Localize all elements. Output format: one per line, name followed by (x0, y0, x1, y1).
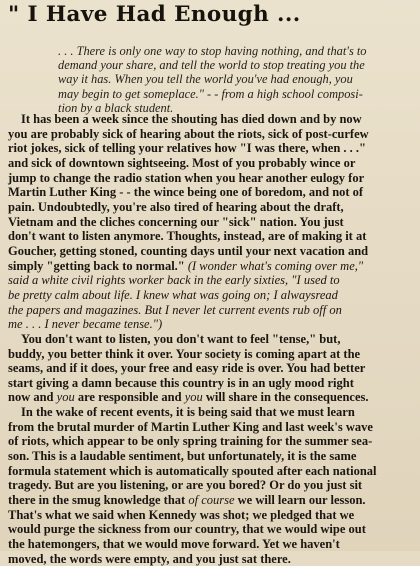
body-line: It has been a week since the shouting has died down and by now (21, 112, 362, 126)
body-line: me . . . I never became tense.") (8, 317, 163, 332)
body-line: Goucher, getting stoned, counting days until your next vacation and (8, 243, 369, 258)
body-line: be pretty calm about life. I knew what was going on; I alwaysread (8, 287, 338, 302)
body-line: tragedy. But are you listening, or are you bored? Or do you just sit (8, 478, 363, 493)
lead-line: way it has. When you tell the world you've had enough, you (58, 72, 353, 87)
body-line: pain. Undoubtedly, you're also tired of hearing about the draft, (8, 199, 344, 214)
headline: " I Have Had Enough ... (8, 2, 301, 27)
body-line: In the wake of recent events, it is being said that we must learn (21, 405, 355, 420)
body-line (8, 259, 416, 274)
body-text: are responsible and (77, 390, 182, 405)
body-line: son. This is a laudable sentiment, but unfortunately, it is the same (8, 449, 357, 464)
article-body (8, 112, 416, 566)
body-text: will share in the consequences. (205, 390, 369, 405)
body-line: from the brutal murder of Martin Luther King and last week's wave (8, 419, 373, 434)
body-line: buddy, you better think it over. Your society is coming apart at the (8, 346, 361, 361)
italic-aside: (I wonder what's coming over me," (187, 258, 364, 273)
body-line: Martin Luther King - - the wince being one of boredom, and not of (8, 185, 364, 200)
emphasis: you (56, 390, 75, 405)
lead-line: demand your share, and tell the world to stop treating you the (58, 58, 365, 73)
body-line: the papers and magazines. But I never let current events rub off on (8, 302, 342, 317)
body-text: we will learn our lesson. (237, 493, 366, 508)
body-line: start giving a damn because this country is in an ugly mood right (8, 375, 354, 390)
lead-line: tion by a black student. (58, 100, 174, 115)
body-line: would purge the sickness from our country, that we would wipe out (8, 522, 366, 537)
body-line: said a white civil rights worker back in the early sixties, "I used to (8, 273, 340, 288)
body-line: That's what we said when Kennedy was shot; we pledged that we (8, 507, 355, 522)
body-line: you are probably sick of hearing about the riots, sick of post-curfew (8, 126, 369, 141)
body-line: jump to change the radio station when you hear another eulogy for (8, 170, 365, 185)
body-line: of riots, which appear to be only spring training for the summer sea- (8, 434, 373, 449)
lead-line: . . . There is only one way to stop having nothing, and that's to (58, 44, 367, 58)
lead-line: may begin to get someplace." - - from a high school composi- (58, 86, 363, 101)
body-text: simply "getting back to normal." (8, 258, 185, 273)
body-line: the hatemongers, that we would move forward. Yet we haven't (8, 537, 340, 552)
emphasis: of course (188, 493, 235, 508)
body-line: don't want to listen anymore. Thoughts, instead, are of making it at (8, 229, 367, 244)
lead-quote (58, 44, 414, 115)
emphasis: you (184, 390, 203, 405)
body-line: formula statement which is automatically spouted after each national (8, 463, 377, 478)
body-line: riot jokes, sick of telling your relatives how "I was there, when . . ." (8, 141, 366, 156)
body-text: now and (8, 390, 54, 405)
body-text: there in the smug knowledge that (8, 493, 186, 508)
body-line: moved, the words were empty, and you just sat there. (8, 551, 291, 566)
body-line (8, 493, 416, 508)
body-line: You don't want to listen, you don't want to feel "tense," but, (21, 331, 341, 346)
body-line: and sick of downtown sightseeing. Most of you probably wince or (8, 155, 356, 170)
body-line (8, 390, 416, 405)
body-line: Vietnam and the cliches concerning our "sick" nation. You just (8, 214, 344, 229)
body-line: seams, and if it does, your free and easy ride is over. You had better (8, 361, 366, 376)
